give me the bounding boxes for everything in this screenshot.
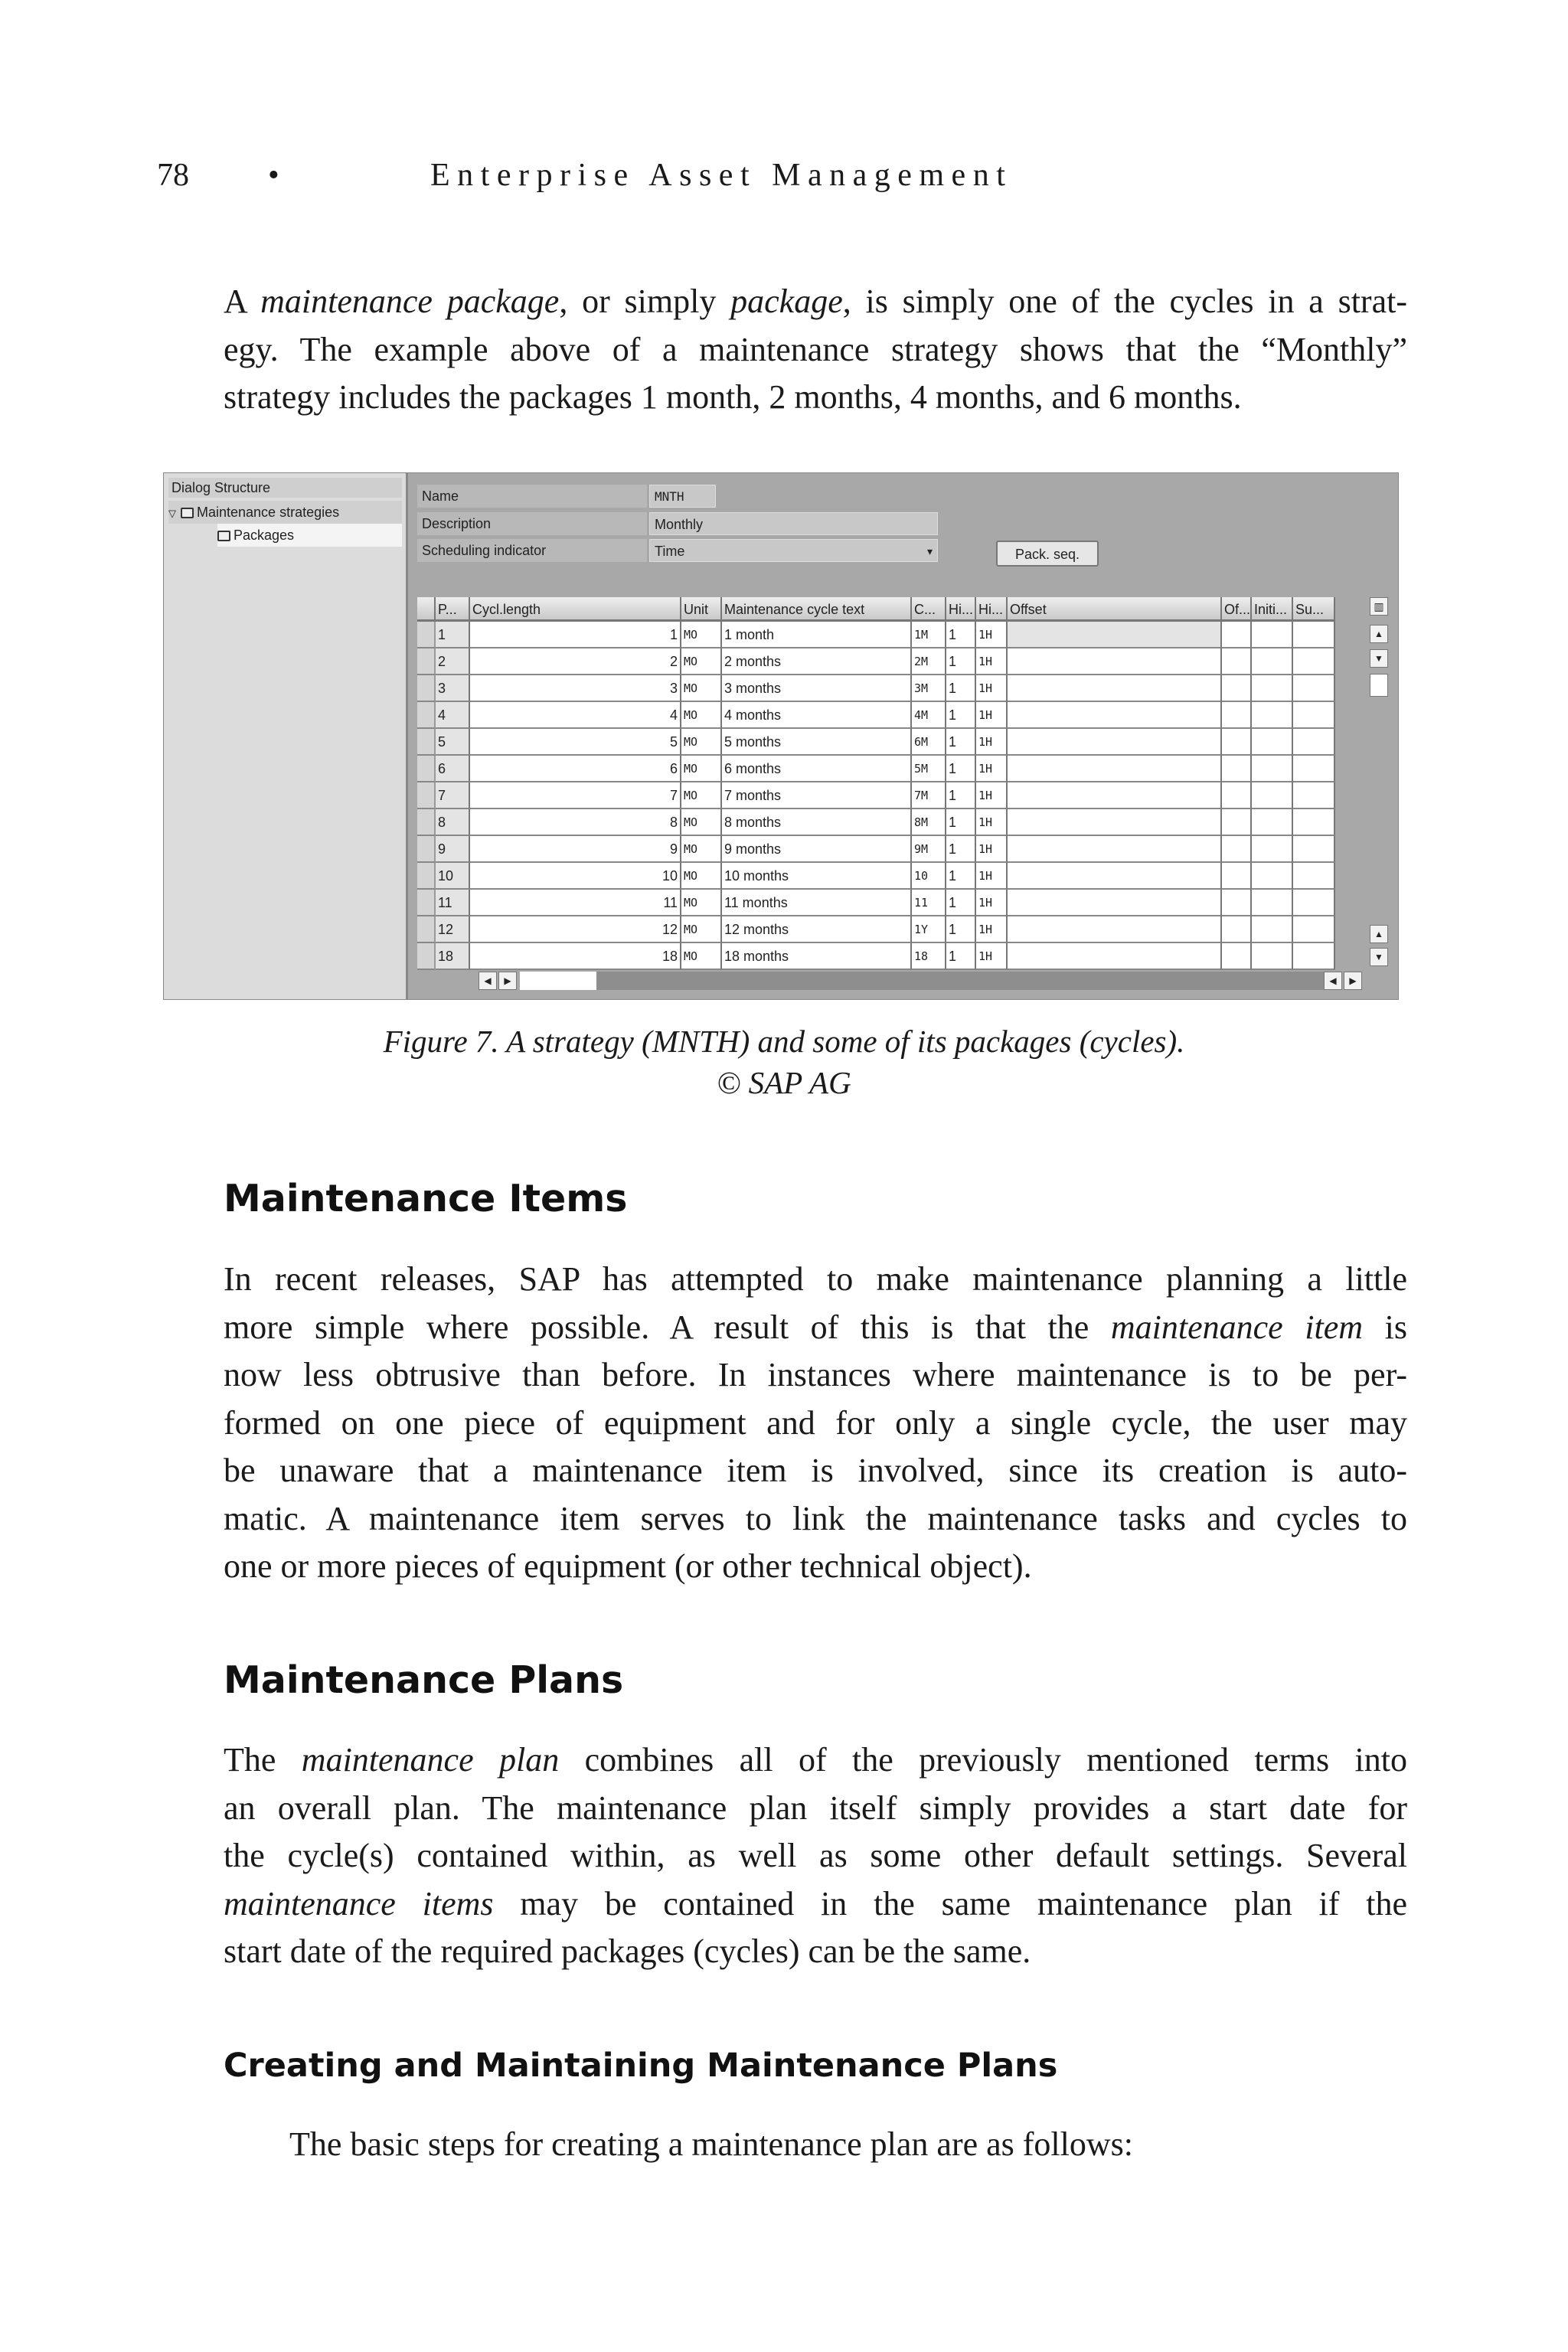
tree-item-maintenance-strategies[interactable] [168, 501, 402, 524]
offset-unit-cell[interactable] [1222, 782, 1252, 809]
package-no-cell[interactable]: 4 [436, 702, 470, 729]
text-line [224, 1928, 1407, 1976]
cycle-text-cell[interactable]: 5 months [722, 729, 912, 756]
text-run: is [1363, 1308, 1407, 1346]
hierarchy-short-cell[interactable]: 1H [976, 890, 1008, 916]
pack-seq-button[interactable]: Pack. seq. [996, 541, 1099, 567]
row-selector[interactable] [417, 675, 436, 702]
sub-cell[interactable] [1293, 836, 1335, 863]
sap-screenshot [163, 472, 1399, 1000]
offset-unit-cell[interactable] [1222, 648, 1252, 675]
cycle-short-text-cell[interactable]: 6M [912, 729, 946, 756]
unit-cell[interactable]: MO [681, 702, 722, 729]
cycle-short-text-cell[interactable]: 3M [912, 675, 946, 702]
cycle-short-text-cell[interactable]: 5M [912, 756, 946, 782]
cycle-text-cell[interactable]: 18 months [722, 943, 912, 970]
cycle-length-cell[interactable]: 7 [470, 782, 681, 809]
offset-cell[interactable] [1008, 675, 1222, 702]
column-header[interactable]: Unit [681, 597, 722, 622]
text-line [224, 374, 1407, 422]
text-line [224, 1447, 1407, 1495]
column-header[interactable]: Hi... [946, 597, 976, 622]
tree-label: Maintenance strategies [197, 505, 340, 520]
hierarchy-cell[interactable]: 1 [946, 836, 976, 863]
expand-triangle-icon[interactable]: ▽ [168, 508, 176, 519]
unit-cell[interactable]: MO [681, 729, 722, 756]
scroll-right-button[interactable]: ▶ [498, 972, 517, 990]
name-field[interactable]: MNTH [649, 485, 716, 508]
text-run: an overall plan. The maintenance plan itself simply provides a start date for [224, 1788, 1407, 1827]
emphasized-term: maintenance package [260, 283, 560, 320]
cycle-length-cell[interactable]: 8 [470, 809, 681, 836]
hierarchy-cell[interactable]: 1 [946, 916, 976, 943]
cycle-text-cell[interactable]: 11 months [722, 890, 912, 916]
hierarchy-short-cell[interactable]: 1H [976, 916, 1008, 943]
unit-cell[interactable]: MO [681, 648, 722, 675]
package-no-cell[interactable]: 12 [436, 916, 470, 943]
text-run: A [224, 283, 261, 320]
unit-cell[interactable]: MO [681, 943, 722, 970]
scroll-far-right-button[interactable]: ▶ [1344, 972, 1362, 990]
scheduling-indicator-select[interactable] [649, 539, 938, 562]
package-no-cell[interactable]: 1 [436, 622, 470, 648]
hierarchy-short-cell[interactable]: 1H [976, 863, 1008, 890]
cycle-short-text-cell[interactable]: 1M [912, 622, 946, 648]
column-header[interactable]: Initi... [1252, 597, 1293, 622]
scroll-far-left-button[interactable]: ◀ [1324, 972, 1342, 990]
cycle-short-text-cell[interactable]: 2M [912, 648, 946, 675]
paragraph-package [224, 278, 1407, 422]
unit-cell[interactable]: MO [681, 809, 722, 836]
initial-cell[interactable] [1252, 809, 1293, 836]
cycle-length-cell[interactable]: 2 [470, 648, 681, 675]
heading-creating-plans: Creating and Maintaining Maintenance Plans [224, 2047, 1058, 2085]
text-run: combines all of the previously mentioned terms into [559, 1741, 1407, 1779]
text-run: strategy includes the packages 1 month, 2 months, 4 months, and 6 months. [224, 378, 1242, 416]
text-run: be unaware that a maintenance item is involved, since its creation is auto- [224, 1452, 1407, 1489]
hierarchy-short-cell[interactable]: 1H [976, 622, 1008, 648]
text-line [224, 1495, 1407, 1544]
cycle-text-cell[interactable]: 10 months [722, 863, 912, 890]
sub-cell[interactable] [1293, 729, 1335, 756]
offset-cell[interactable] [1008, 729, 1222, 756]
sub-cell[interactable] [1293, 675, 1335, 702]
unit-cell[interactable]: MO [681, 836, 722, 863]
package-no-cell[interactable]: 18 [436, 943, 470, 970]
column-header[interactable]: Offset [1008, 597, 1222, 622]
sub-cell[interactable] [1293, 622, 1335, 648]
row-selector[interactable] [417, 916, 436, 943]
offset-cell[interactable] [1008, 622, 1222, 648]
text-run: the cycle(s) contained within, as well as some other default settings. Several [224, 1837, 1407, 1874]
unit-cell[interactable]: MO [681, 916, 722, 943]
paragraph-maintenance-plans [224, 1736, 1407, 1976]
hierarchy-cell[interactable]: 1 [946, 943, 976, 970]
horizontal-scrollbar-thumb[interactable] [520, 972, 596, 990]
text-line [224, 1736, 1407, 1785]
sub-cell[interactable] [1293, 916, 1335, 943]
initial-cell[interactable] [1252, 943, 1293, 970]
offset-cell[interactable] [1008, 863, 1222, 890]
text-run: start date of the required packages (cycles) can be the same. [224, 1932, 1031, 1970]
initial-cell[interactable] [1252, 916, 1293, 943]
hierarchy-short-cell[interactable]: 1H [976, 836, 1008, 863]
hierarchy-short-cell[interactable]: 1H [976, 675, 1008, 702]
running-head-bullet: • [268, 158, 279, 193]
hierarchy-short-cell[interactable]: 1H [976, 648, 1008, 675]
cycle-text-cell[interactable]: 3 months [722, 675, 912, 702]
cycle-short-text-cell[interactable]: 4M [912, 702, 946, 729]
hierarchy-cell[interactable]: 1 [946, 702, 976, 729]
figure-caption: Figure 7. A strategy (MNTH) and some of its packages (cycles). [383, 1024, 1185, 1059]
select-all-header[interactable] [417, 597, 436, 622]
column-settings-icon[interactable]: ▥ [1370, 597, 1388, 616]
initial-cell[interactable] [1252, 622, 1293, 648]
package-no-cell[interactable]: 5 [436, 729, 470, 756]
cycle-text-cell[interactable]: 7 months [722, 782, 912, 809]
hierarchy-cell[interactable]: 1 [946, 863, 976, 890]
cycle-length-cell[interactable]: 12 [470, 916, 681, 943]
text-run: , or simply [559, 283, 731, 320]
text-run: In recent releases, SAP has attempted to make maintenance planning a little [224, 1260, 1407, 1298]
offset-unit-cell[interactable] [1222, 729, 1252, 756]
cycle-length-cell[interactable]: 6 [470, 756, 681, 782]
package-no-cell[interactable]: 7 [436, 782, 470, 809]
packages-table [417, 597, 1391, 994]
row-selector[interactable] [417, 622, 436, 648]
paragraph-maintenance-items [224, 1256, 1407, 1591]
sub-cell[interactable] [1293, 648, 1335, 675]
tree-label: Packages [234, 528, 295, 543]
unit-cell[interactable]: MO [681, 675, 722, 702]
cycle-length-cell[interactable]: 1 [470, 622, 681, 648]
cycle-short-text-cell[interactable]: 1Y [912, 916, 946, 943]
offset-cell[interactable] [1008, 890, 1222, 916]
text-line [224, 1543, 1407, 1591]
scroll-page-down-button[interactable]: ▼ [1370, 948, 1388, 966]
text-run: matic. A maintenance item serves to link the maintenance tasks and cycles to [224, 1499, 1407, 1537]
cycle-short-text-cell[interactable]: 9M [912, 836, 946, 863]
row-selector[interactable] [417, 756, 436, 782]
text-line [224, 1832, 1407, 1880]
cycle-length-cell[interactable]: 3 [470, 675, 681, 702]
heading-maintenance-plans: Maintenance Plans [224, 1658, 624, 1702]
offset-unit-cell[interactable] [1222, 890, 1252, 916]
unit-cell[interactable]: MO [681, 622, 722, 648]
row-selector[interactable] [417, 836, 436, 863]
text-run: may be contained in the same maintenance plan if the [493, 1884, 1407, 1922]
column-header[interactable]: Maintenance cycle text [722, 597, 912, 622]
horizontal-scrollbar-track[interactable] [520, 972, 1331, 990]
offset-unit-cell[interactable] [1222, 916, 1252, 943]
heading-maintenance-items: Maintenance Items [224, 1177, 628, 1220]
text-run: one or more pieces of equipment (or other technical object). [224, 1547, 1032, 1585]
cycle-text-cell[interactable]: 2 months [722, 648, 912, 675]
emphasized-term: maintenance item [1110, 1308, 1364, 1346]
cycle-short-text-cell[interactable]: 7M [912, 782, 946, 809]
sub-cell[interactable] [1293, 702, 1335, 729]
text-run: formed on one piece of equipment and for only a single cycle, the user may [224, 1403, 1407, 1442]
dropdown-icon[interactable]: ▾ [926, 545, 933, 557]
text-line [224, 1880, 1407, 1929]
offset-unit-cell[interactable] [1222, 622, 1252, 648]
sub-cell[interactable] [1293, 863, 1335, 890]
cycle-text-cell[interactable]: 9 months [722, 836, 912, 863]
row-selector[interactable] [417, 943, 436, 970]
hierarchy-cell[interactable]: 1 [946, 648, 976, 675]
dialog-structure-panel [164, 473, 408, 1000]
row-selector[interactable] [417, 702, 436, 729]
hierarchy-short-cell[interactable]: 1H [976, 943, 1008, 970]
text-line [224, 326, 1407, 374]
cycle-text-cell[interactable]: 4 months [722, 702, 912, 729]
offset-cell[interactable] [1008, 782, 1222, 809]
cycle-length-cell[interactable]: 4 [470, 702, 681, 729]
row-selector[interactable] [417, 782, 436, 809]
initial-cell[interactable] [1252, 782, 1293, 809]
cycle-short-text-cell[interactable]: 8M [912, 809, 946, 836]
hierarchy-short-cell[interactable]: 1H [976, 702, 1008, 729]
row-selector[interactable] [417, 890, 436, 916]
offset-cell[interactable] [1008, 702, 1222, 729]
initial-cell[interactable] [1252, 729, 1293, 756]
column-header[interactable]: Hi... [976, 597, 1008, 622]
sub-cell[interactable] [1293, 809, 1335, 836]
offset-unit-cell[interactable] [1222, 756, 1252, 782]
unit-cell[interactable]: MO [681, 756, 722, 782]
scroll-up-button[interactable]: ▲ [1370, 625, 1388, 643]
scroll-left-button[interactable]: ◀ [479, 972, 497, 990]
cycle-text-cell[interactable]: 12 months [722, 916, 912, 943]
package-no-cell[interactable]: 2 [436, 648, 470, 675]
column-header[interactable]: Of... [1222, 597, 1252, 622]
figure-copyright: © SAP AG [717, 1065, 851, 1100]
cycle-length-cell[interactable]: 11 [470, 890, 681, 916]
offset-unit-cell[interactable] [1222, 836, 1252, 863]
package-no-cell[interactable]: 9 [436, 836, 470, 863]
page-number: 78 [157, 158, 189, 193]
text-run: more simple where possible. A result of this is that the [224, 1308, 1111, 1346]
offset-cell[interactable] [1008, 916, 1222, 943]
cycle-length-cell[interactable]: 5 [470, 729, 681, 756]
initial-cell[interactable] [1252, 756, 1293, 782]
hierarchy-cell[interactable]: 1 [946, 809, 976, 836]
scheduling-indicator-value: Time [655, 544, 685, 559]
name-label: Name [417, 485, 647, 508]
cycle-short-text-cell[interactable]: 11 [912, 890, 946, 916]
text-run: egy. The example above of a maintenance strategy shows that the “Monthly” [224, 330, 1407, 368]
scroll-down-button[interactable]: ▼ [1370, 649, 1388, 668]
text-line [224, 1351, 1407, 1400]
package-no-cell[interactable]: 3 [436, 675, 470, 702]
scroll-page-up-button[interactable]: ▲ [1370, 925, 1388, 943]
folder-icon [181, 508, 194, 518]
text-run: , is simply one of the cycles in a strat- [842, 283, 1407, 320]
unit-cell[interactable]: MO [681, 890, 722, 916]
cycle-text-cell[interactable]: 1 month [722, 622, 912, 648]
initial-cell[interactable] [1252, 836, 1293, 863]
row-selector[interactable] [417, 809, 436, 836]
sub-cell[interactable] [1293, 943, 1335, 970]
row-selector[interactable] [417, 729, 436, 756]
cycle-text-cell[interactable]: 8 months [722, 809, 912, 836]
dialog-structure-title: Dialog Structure [168, 478, 402, 498]
package-no-cell[interactable]: 8 [436, 809, 470, 836]
offset-unit-cell[interactable] [1222, 702, 1252, 729]
hierarchy-cell[interactable]: 1 [946, 890, 976, 916]
package-no-cell[interactable]: 6 [436, 756, 470, 782]
unit-cell[interactable]: MO [681, 863, 722, 890]
text-line [224, 1304, 1407, 1352]
vertical-scrollbar-thumb[interactable] [1370, 674, 1388, 697]
text-line [224, 1785, 1407, 1833]
row-selector[interactable] [417, 863, 436, 890]
hierarchy-short-cell[interactable]: 1H [976, 756, 1008, 782]
column-header[interactable]: C... [912, 597, 946, 622]
hierarchy-cell[interactable]: 1 [946, 729, 976, 756]
offset-unit-cell[interactable] [1222, 675, 1252, 702]
text-line [224, 1256, 1407, 1304]
column-header[interactable]: P... [436, 597, 470, 622]
cycle-length-cell[interactable]: 9 [470, 836, 681, 863]
hierarchy-cell[interactable]: 1 [946, 756, 976, 782]
offset-cell[interactable] [1008, 836, 1222, 863]
hierarchy-short-cell[interactable]: 1H [976, 809, 1008, 836]
offset-cell[interactable] [1008, 943, 1222, 970]
hierarchy-short-cell[interactable]: 1H [976, 729, 1008, 756]
text-run: The [224, 1741, 302, 1779]
initial-cell[interactable] [1252, 890, 1293, 916]
text-run: now less obtrusive than before. In instances where maintenance is to be per- [224, 1356, 1407, 1393]
open-folder-icon [217, 531, 230, 541]
tree-item-packages[interactable] [217, 524, 402, 547]
sub-cell[interactable] [1293, 890, 1335, 916]
cycle-short-text-cell[interactable]: 18 [912, 943, 946, 970]
sub-cell[interactable] [1293, 782, 1335, 809]
text-line [224, 278, 1407, 326]
hierarchy-cell[interactable]: 1 [946, 782, 976, 809]
running-head-title: Enterprise Asset Management [430, 158, 1013, 193]
package-no-cell[interactable]: 11 [436, 890, 470, 916]
description-field[interactable]: Monthly [649, 512, 938, 535]
offset-unit-cell[interactable] [1222, 809, 1252, 836]
emphasized-term: package [730, 283, 843, 320]
offset-cell[interactable] [1008, 648, 1222, 675]
emphasized-term: maintenance items [224, 1884, 494, 1922]
package-no-cell[interactable]: 10 [436, 863, 470, 890]
hierarchy-cell[interactable]: 1 [946, 675, 976, 702]
initial-cell[interactable] [1252, 702, 1293, 729]
cycle-length-cell[interactable]: 18 [470, 943, 681, 970]
cycle-length-cell[interactable]: 10 [470, 863, 681, 890]
hierarchy-cell[interactable]: 1 [946, 622, 976, 648]
cycle-short-text-cell[interactable]: 10 [912, 863, 946, 890]
hierarchy-short-cell[interactable]: 1H [976, 782, 1008, 809]
offset-unit-cell[interactable] [1222, 863, 1252, 890]
unit-cell[interactable]: MO [681, 782, 722, 809]
sub-cell[interactable] [1293, 756, 1335, 782]
initial-cell[interactable] [1252, 863, 1293, 890]
description-label: Description [417, 512, 647, 535]
cycle-text-cell[interactable]: 6 months [722, 756, 912, 782]
offset-cell[interactable] [1008, 809, 1222, 836]
offset-cell[interactable] [1008, 756, 1222, 782]
paragraph-basic-steps: The basic steps for creating a maintenance plan are as follows: [289, 2125, 1133, 2163]
column-header[interactable]: Su... [1293, 597, 1335, 622]
scheduling-indicator-label: Scheduling indicator [417, 539, 647, 562]
row-selector[interactable] [417, 648, 436, 675]
emphasized-term: maintenance plan [301, 1741, 560, 1779]
column-header[interactable]: Cycl.length [470, 597, 681, 622]
initial-cell[interactable] [1252, 675, 1293, 702]
offset-unit-cell[interactable] [1222, 943, 1252, 970]
text-line [224, 1400, 1407, 1448]
initial-cell[interactable] [1252, 648, 1293, 675]
